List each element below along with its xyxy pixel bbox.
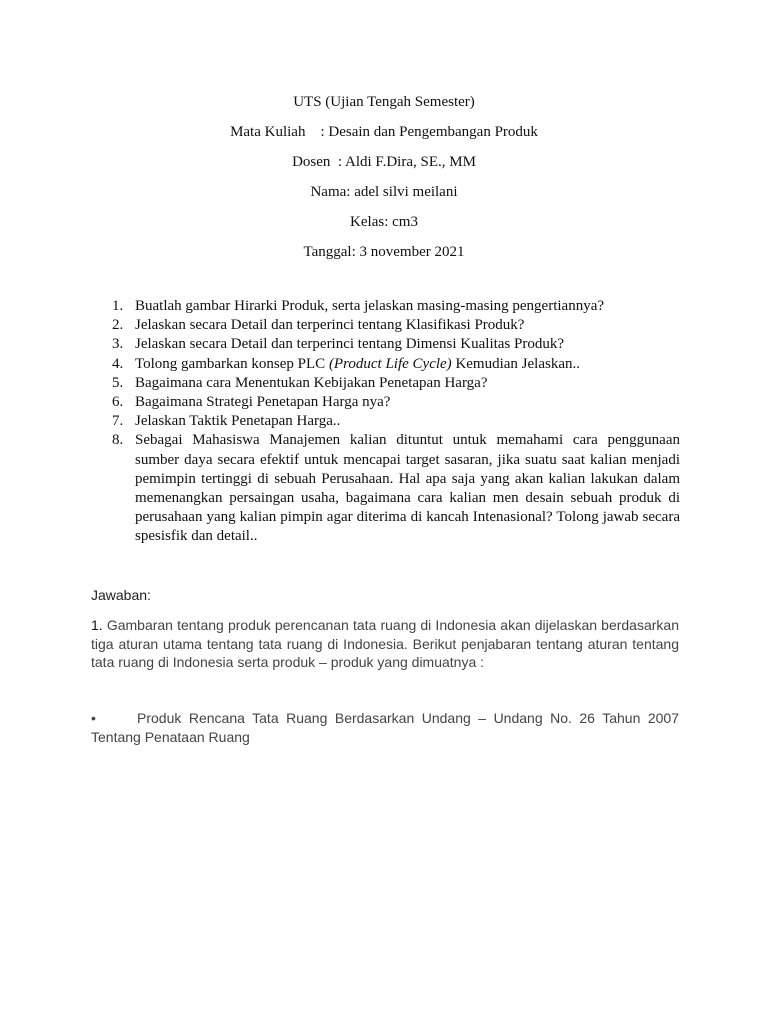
question-text: Sebagai Mahasiswa Manajemen kalian dituntut untuk memahami cara penggunaan sumber daya secara efektif untuk mencapai target sasaran, jika suatu saat kalian menjadi pemimpin tertinggi di sebuah Perusahaan. Hal apa saja yang akan kalian lakukan dalam memenangkan persaingan usaha, bagaimana cara kalian men desain sebuah produk di perusahaan yang kalian pimpin agar diterima di kancah Intenasional? Tolong jawab secara spesisfik dan detail.. — [135, 432, 680, 545]
answers-heading: Jawaban: — [91, 587, 151, 603]
question-number: 4. — [112, 355, 124, 372]
question-text-italic: (Product Life Cycle) — [328, 355, 452, 372]
question-item — [92, 297, 680, 316]
question-item — [92, 374, 680, 393]
question-item — [92, 335, 680, 354]
course-line: Mata Kuliah : Desain dan Pengembangan Produk — [230, 124, 538, 140]
question-number: 2. — [112, 317, 124, 334]
question-text: Bagaimana Strategi Penetapan Harga nya? — [135, 394, 391, 411]
question-item — [92, 412, 680, 431]
question-text: Jelaskan secara Detail dan terperinci tentang Dimensi Kualitas Produk? — [135, 336, 565, 353]
question-text: Jelaskan Taktik Penetapan Harga.. — [135, 413, 341, 430]
question-text-before: Tolong gambarkan konsep PLC — [135, 355, 329, 372]
question-number: 6. — [112, 394, 124, 411]
question-text: Buatlah gambar Hirarki Produk, serta jelaskan masing-masing pengertiannya? — [135, 298, 605, 314]
answer-paragraph — [91, 616, 679, 672]
question-text-after: Kemudian Jelaskan.. — [451, 355, 580, 372]
question-text: Bagaimana cara Menentukan Kebijakan Penetapan Harga? — [135, 374, 488, 391]
exam-header — [0, 92, 768, 272]
date-line: Tanggal: 3 november 2021 — [303, 244, 465, 260]
answer-bullet-item — [91, 709, 679, 746]
question-list — [92, 297, 680, 547]
question-item — [92, 431, 680, 546]
question-number: 5. — [112, 374, 124, 391]
question-item — [92, 355, 680, 374]
lecturer-line: Dosen : Aldi F.Dira, SE., MM — [292, 154, 476, 170]
question-number: 3. — [112, 336, 124, 353]
question-text: Jelaskan secara Detail dan terperinci tentang Klasifikasi Produk? — [135, 317, 525, 334]
bullet-text: Produk Rencana Tata Ruang Berdasarkan Undang – Undang No. 26 Tahun 2007 Tentang Penataan Ruang — [91, 710, 679, 745]
exam-title: UTS (Ujian Tengah Semester) — [293, 94, 475, 110]
bullet-icon: • — [91, 710, 96, 726]
question-number: 7. — [112, 413, 124, 430]
question-item — [92, 316, 680, 335]
class-line: Kelas: cm3 — [350, 214, 418, 230]
question-text — [135, 356, 580, 372]
question-number: 8. — [112, 432, 124, 449]
question-number: 1. — [112, 298, 124, 314]
question-item — [92, 393, 680, 412]
student-name-line: Nama: adel silvi meilani — [310, 184, 458, 200]
answer-number: 1. — [91, 617, 103, 633]
answer-text: Gambaran tentang produk perencanan tata ruang di Indonesia akan dijelaskan berdasarkan tiga aturan utama tentang tata ruang di Indonesia. Berikut penjabaran tentang aturan tentang tata ruang di Indonesia serta produk – produk yang dimuatnya : — [91, 617, 679, 670]
